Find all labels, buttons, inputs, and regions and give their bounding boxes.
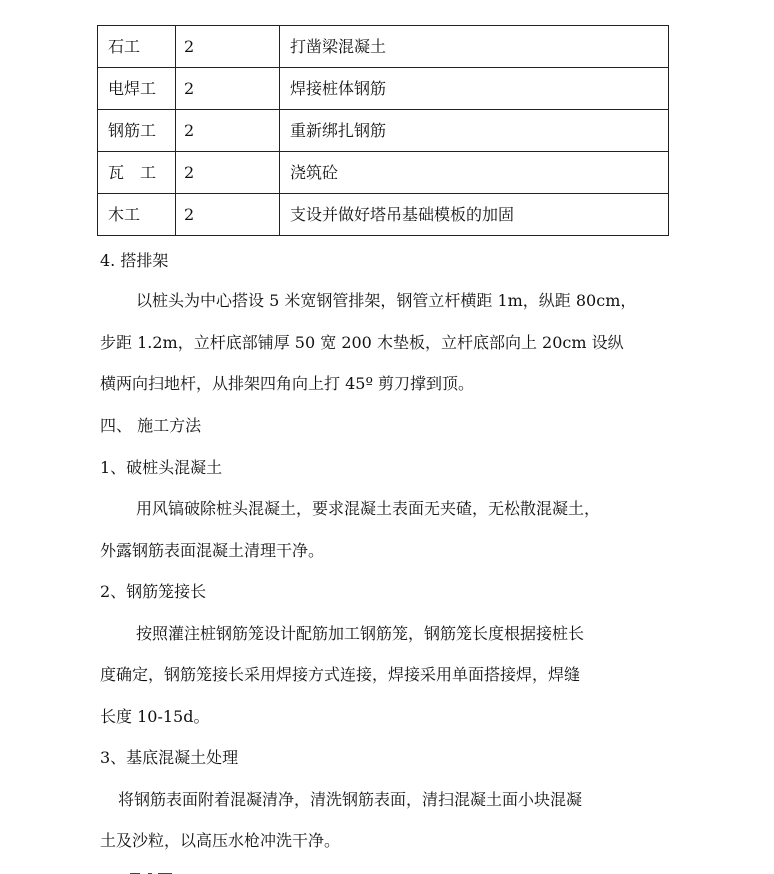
staff-table [97,25,669,236]
role-cell: 电焊工 [98,68,176,110]
paragraph-line: 长度 10-15d。 [100,707,210,726]
count-cell: 2 [176,194,280,236]
count-cell: 2 [176,152,280,194]
paragraph-line: 横两向扫地杆，从排架四角向上打 45º 剪刀撑到顶。 [100,374,475,393]
task-cell: 焊接桩体钢筋 [280,68,669,110]
paragraph-line: 度确定，钢筋笼接长采用焊接方式连接，焊接采用单面搭接焊，焊缝 [100,665,581,684]
section-heading: 2、钢筋笼接长 [100,582,207,601]
paragraph-line: 按照灌注桩钢筋笼设计配筋加工钢筋笼，钢筋笼长度根据接桩长 [136,624,585,643]
paragraph-line: 将钢筋表面附着混凝清净，清洗钢筋表面，清扫混凝土面小块混凝 [118,790,583,809]
section-heading: 3、基底混凝土处理 [100,748,239,767]
role-cell: 木工 [98,194,176,236]
role-cell: 石工 [98,26,176,68]
task-cell: 重新绑扎钢筋 [280,110,669,152]
section-heading: 4. 搭排架 [100,251,169,270]
section-heading: 1、破桩头混凝土 [100,458,223,477]
count-cell: 2 [176,68,280,110]
count-cell: 2 [176,26,280,68]
table-row [98,152,669,194]
paragraph-line: 以桩头为中心搭设 5 米宽钢管排架，钢管立杆横距 1m，纵距 80cm， [136,291,637,310]
table-row [98,110,669,152]
cut-off-text-fragment [118,866,178,874]
paragraph-line: 步距 1.2m，立杆底部铺厚 50 宽 200 木垫板，立杆底部向上 20cm 设纵 [100,333,624,352]
chapter-heading: 四、 施工方法 [100,416,202,435]
table-row [98,26,669,68]
table-row [98,68,669,110]
paragraph-line: 用风镐破除桩头混凝土，要求混凝土表面无夹碴，无松散混凝土， [136,499,601,518]
paragraph-line: 土及沙粒，以高压水枪冲洗干净。 [100,831,341,850]
task-cell: 支设并做好塔吊基础模板的加固 [280,194,669,236]
role-cell: 钢筋工 [98,110,176,152]
task-cell: 打凿梁混凝土 [280,26,669,68]
role-cell: 瓦 工 [98,152,176,194]
task-cell: 浇筑砼 [280,152,669,194]
count-cell: 2 [176,110,280,152]
paragraph-line: 外露钢筋表面混凝土清理干净。 [100,541,325,560]
table-row [98,194,669,236]
